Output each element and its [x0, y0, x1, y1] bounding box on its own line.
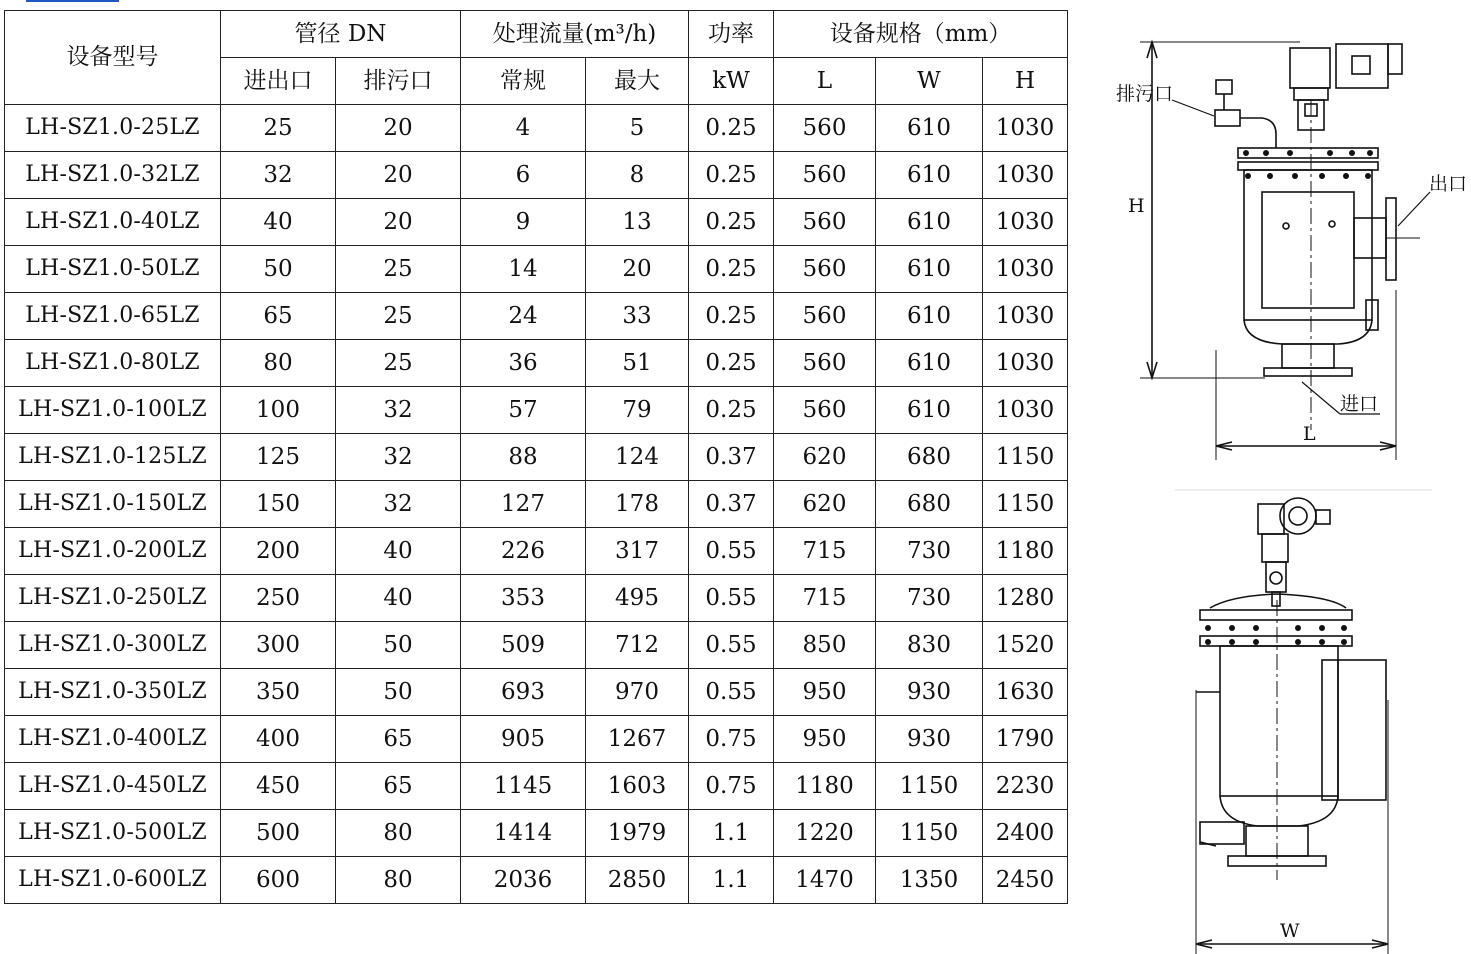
value-cell: 2036 [461, 857, 586, 904]
model-cell: LH-SZ1.0-200LZ [5, 528, 221, 575]
value-cell: 317 [586, 528, 689, 575]
value-cell: 0.25 [689, 246, 774, 293]
header-spec: 设备规格（mm） [774, 11, 1068, 58]
table-row [5, 575, 1068, 622]
value-cell: 0.25 [689, 293, 774, 340]
value-cell: 32 [336, 481, 461, 528]
value-cell: 950 [774, 716, 876, 763]
value-cell: 57 [461, 387, 586, 434]
l-dimension-label: L [1303, 423, 1316, 445]
header-power: 功率 [689, 11, 774, 58]
header-flow: 处理流量(m³/h) [461, 11, 689, 58]
value-cell: 730 [876, 575, 983, 622]
value-cell: 32 [336, 434, 461, 481]
value-cell: 1790 [983, 716, 1068, 763]
value-cell: 32 [221, 152, 336, 199]
value-cell: 930 [876, 716, 983, 763]
value-cell: 65 [336, 763, 461, 810]
drain-port-label: 排污口 [1116, 83, 1174, 105]
value-cell: 124 [586, 434, 689, 481]
value-cell: 80 [336, 810, 461, 857]
value-cell: 300 [221, 622, 336, 669]
model-cell: LH-SZ1.0-80LZ [5, 340, 221, 387]
value-cell: 125 [221, 434, 336, 481]
value-cell: 610 [876, 387, 983, 434]
value-cell: 610 [876, 199, 983, 246]
value-cell: 509 [461, 622, 586, 669]
value-cell: 20 [336, 105, 461, 152]
model-cell: LH-SZ1.0-25LZ [5, 105, 221, 152]
value-cell: 24 [461, 293, 586, 340]
header-max: 最大 [586, 58, 689, 105]
value-cell: 1030 [983, 199, 1068, 246]
value-cell: 0.55 [689, 622, 774, 669]
value-cell: 1150 [983, 434, 1068, 481]
value-cell: 1.1 [689, 810, 774, 857]
value-cell: 0.25 [689, 387, 774, 434]
value-cell: 40 [336, 528, 461, 575]
model-cell: LH-SZ1.0-50LZ [5, 246, 221, 293]
model-cell: LH-SZ1.0-450LZ [5, 763, 221, 810]
value-cell: 610 [876, 246, 983, 293]
table-row [5, 246, 1068, 293]
header-pipe-dn: 管径 DN [221, 11, 461, 58]
model-cell: LH-SZ1.0-125LZ [5, 434, 221, 481]
value-cell: 20 [336, 199, 461, 246]
value-cell: 5 [586, 105, 689, 152]
value-cell: 1030 [983, 340, 1068, 387]
value-cell: 2230 [983, 763, 1068, 810]
value-cell: 620 [774, 481, 876, 528]
value-cell: 830 [876, 622, 983, 669]
value-cell: 50 [336, 669, 461, 716]
value-cell: 79 [586, 387, 689, 434]
table-row [5, 763, 1068, 810]
front-view-drawing [1105, 30, 1471, 470]
model-cell: LH-SZ1.0-40LZ [5, 199, 221, 246]
value-cell: 178 [586, 481, 689, 528]
value-cell: 200 [221, 528, 336, 575]
value-cell: 25 [336, 340, 461, 387]
header-model: 设备型号 [5, 11, 221, 105]
value-cell: 88 [461, 434, 586, 481]
value-cell: 693 [461, 669, 586, 716]
value-cell: 1030 [983, 105, 1068, 152]
value-cell: 4 [461, 105, 586, 152]
value-cell: 65 [336, 716, 461, 763]
table-row [5, 528, 1068, 575]
table-row [5, 716, 1068, 763]
value-cell: 850 [774, 622, 876, 669]
table-row [5, 622, 1068, 669]
value-cell: 560 [774, 246, 876, 293]
value-cell: 0.55 [689, 669, 774, 716]
value-cell: 1603 [586, 763, 689, 810]
value-cell: 1030 [983, 246, 1068, 293]
value-cell: 0.55 [689, 575, 774, 622]
value-cell: 40 [336, 575, 461, 622]
spec-table [4, 10, 1068, 904]
value-cell: 25 [336, 293, 461, 340]
value-cell: 0.37 [689, 434, 774, 481]
model-cell: LH-SZ1.0-600LZ [5, 857, 221, 904]
value-cell: 9 [461, 199, 586, 246]
value-cell: 1979 [586, 810, 689, 857]
value-cell: 0.25 [689, 152, 774, 199]
value-cell: 36 [461, 340, 586, 387]
value-cell: 950 [774, 669, 876, 716]
value-cell: 970 [586, 669, 689, 716]
value-cell: 150 [221, 481, 336, 528]
value-cell: 1280 [983, 575, 1068, 622]
value-cell: 495 [586, 575, 689, 622]
value-cell: 51 [586, 340, 689, 387]
model-cell: LH-SZ1.0-350LZ [5, 669, 221, 716]
value-cell: 1145 [461, 763, 586, 810]
spec-table-body [5, 11, 1068, 904]
value-cell: 500 [221, 810, 336, 857]
value-cell: 65 [221, 293, 336, 340]
value-cell: 20 [336, 152, 461, 199]
value-cell: 1030 [983, 387, 1068, 434]
model-cell: LH-SZ1.0-500LZ [5, 810, 221, 857]
value-cell: 226 [461, 528, 586, 575]
value-cell: 350 [221, 669, 336, 716]
value-cell: 6 [461, 152, 586, 199]
value-cell: 715 [774, 575, 876, 622]
value-cell: 25 [221, 105, 336, 152]
model-cell: LH-SZ1.0-400LZ [5, 716, 221, 763]
value-cell: 1.1 [689, 857, 774, 904]
table-row [5, 152, 1068, 199]
value-cell: 127 [461, 481, 586, 528]
header-drain: 排污口 [336, 58, 461, 105]
value-cell: 1520 [983, 622, 1068, 669]
inlet-label: 进口 [1340, 393, 1379, 415]
value-cell: 560 [774, 387, 876, 434]
table-row [5, 340, 1068, 387]
value-cell: 680 [876, 434, 983, 481]
value-cell: 905 [461, 716, 586, 763]
value-cell: 50 [221, 246, 336, 293]
value-cell: 560 [774, 105, 876, 152]
value-cell: 450 [221, 763, 336, 810]
value-cell: 1030 [983, 293, 1068, 340]
value-cell: 0.25 [689, 199, 774, 246]
value-cell: 1220 [774, 810, 876, 857]
value-cell: 1470 [774, 857, 876, 904]
value-cell: 560 [774, 199, 876, 246]
value-cell: 680 [876, 481, 983, 528]
table-row [5, 105, 1068, 152]
value-cell: 600 [221, 857, 336, 904]
model-cell: LH-SZ1.0-65LZ [5, 293, 221, 340]
value-cell: 1180 [774, 763, 876, 810]
h-dimension-label: H [1128, 195, 1145, 217]
table-row [5, 857, 1068, 904]
outlet-label: 出口 [1429, 173, 1468, 195]
value-cell: 0.37 [689, 481, 774, 528]
value-cell: 0.55 [689, 528, 774, 575]
header-l: L [774, 58, 876, 105]
value-cell: 80 [221, 340, 336, 387]
table-row [5, 434, 1068, 481]
value-cell: 13 [586, 199, 689, 246]
value-cell: 250 [221, 575, 336, 622]
model-cell: LH-SZ1.0-250LZ [5, 575, 221, 622]
w-dimension-label: W [1280, 920, 1300, 942]
value-cell: 1180 [983, 528, 1068, 575]
value-cell: 1150 [876, 763, 983, 810]
value-cell: 715 [774, 528, 876, 575]
value-cell: 930 [876, 669, 983, 716]
value-cell: 2850 [586, 857, 689, 904]
value-cell: 100 [221, 387, 336, 434]
value-cell: 0.25 [689, 340, 774, 387]
value-cell: 620 [774, 434, 876, 481]
value-cell: 0.75 [689, 763, 774, 810]
value-cell: 610 [876, 152, 983, 199]
value-cell: 1150 [876, 810, 983, 857]
table-row [5, 199, 1068, 246]
value-cell: 1350 [876, 857, 983, 904]
value-cell: 1630 [983, 669, 1068, 716]
model-cell: LH-SZ1.0-32LZ [5, 152, 221, 199]
value-cell: 80 [336, 857, 461, 904]
value-cell: 1030 [983, 152, 1068, 199]
value-cell: 560 [774, 152, 876, 199]
value-cell: 14 [461, 246, 586, 293]
value-cell: 560 [774, 340, 876, 387]
side-view-drawing [1170, 486, 1470, 954]
table-row [5, 669, 1068, 716]
value-cell: 712 [586, 622, 689, 669]
value-cell: 25 [336, 246, 461, 293]
value-cell: 20 [586, 246, 689, 293]
value-cell: 0.75 [689, 716, 774, 763]
value-cell: 610 [876, 340, 983, 387]
top-link-underline [26, 0, 119, 2]
header-normal: 常规 [461, 58, 586, 105]
header-kw: kW [689, 58, 774, 105]
value-cell: 8 [586, 152, 689, 199]
model-cell: LH-SZ1.0-100LZ [5, 387, 221, 434]
header-h: H [983, 58, 1068, 105]
value-cell: 1150 [983, 481, 1068, 528]
value-cell: 400 [221, 716, 336, 763]
table-row [5, 810, 1068, 857]
value-cell: 610 [876, 105, 983, 152]
model-cell: LH-SZ1.0-300LZ [5, 622, 221, 669]
value-cell: 610 [876, 293, 983, 340]
header-w: W [876, 58, 983, 105]
value-cell: 730 [876, 528, 983, 575]
value-cell: 33 [586, 293, 689, 340]
value-cell: 32 [336, 387, 461, 434]
table-row [5, 293, 1068, 340]
value-cell: 0.25 [689, 105, 774, 152]
value-cell: 2450 [983, 857, 1068, 904]
header-inlet: 进出口 [221, 58, 336, 105]
model-cell: LH-SZ1.0-150LZ [5, 481, 221, 528]
value-cell: 2400 [983, 810, 1068, 857]
value-cell: 353 [461, 575, 586, 622]
value-cell: 1414 [461, 810, 586, 857]
value-cell: 560 [774, 293, 876, 340]
value-cell: 50 [336, 622, 461, 669]
value-cell: 40 [221, 199, 336, 246]
table-row [5, 387, 1068, 434]
value-cell: 1267 [586, 716, 689, 763]
table-row [5, 481, 1068, 528]
